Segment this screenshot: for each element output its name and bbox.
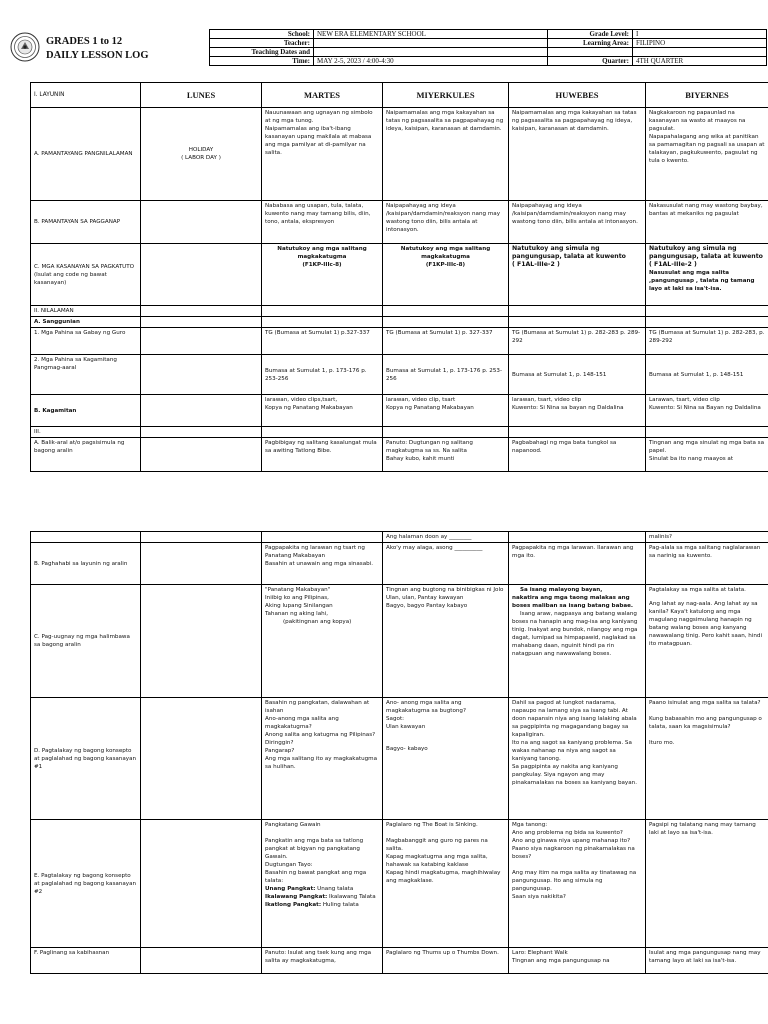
cell-miyerkules: Ang halaman doon ay ________: [383, 532, 509, 543]
sanggunian-label: A. Sanggunian: [31, 317, 141, 328]
cell-miyerkules: [383, 698, 509, 820]
holiday-cell: HOLIDAY ( LABOR DAY ): [141, 108, 262, 201]
row-iii: [31, 427, 768, 438]
quarter-value: 4TH QUARTER: [633, 57, 767, 66]
row-label: 2. Mga Pahina sa Kagamitang Pangmag-aaral: [31, 355, 141, 395]
cell-miyerkules: Naipapahayag ang ideya /kaisipan/damdamin/reaksyon nang may wastong tono diin, bilis antala at intonasyon.: [383, 201, 509, 244]
area-label: Learning Area:: [548, 39, 633, 48]
row-continuation: [31, 532, 768, 543]
area-value: FILIPINO: [633, 39, 767, 48]
dates-label: [210, 48, 314, 57]
row-label: E. Pagtalakay ng bagong konsepto at paglalahad ng bagong kasanayan #2: [31, 820, 141, 948]
nilalaman-label: II. NILALAMAN: [31, 306, 141, 317]
panata-line: Tahanan ng aking lahi,: [265, 611, 329, 617]
cell-martes: Panuto: Isulat ang tsek kung ang mga salita ay magkakatugma,: [262, 948, 383, 974]
row-kagamitang-pangmag-aaral: [31, 355, 768, 395]
cell-martes: Natutukoy ang mga salitang magkakatugma (F1KP-IIIc-8): [262, 244, 383, 306]
cell-miyerkules: Natutukoy ang mga salitang magkakatugma (F1KP-IIIc-8): [383, 244, 509, 306]
cell-miyerkules: Paglalaro ng Thums up o Thumbs Down.: [383, 948, 509, 974]
cell-huwebes: Natutukoy ang simula ng pangungusap, talata at kuwento ( F1AL-IIIe-2 ): [509, 244, 646, 306]
title-grades: GRADES 1 to 12: [46, 36, 123, 47]
story-paragraph: Isang araw, nagpasya ang batang walang boses na hanapin ang mag-isa ang kaniyang tinig. Inakyat ang bundok, nilangoy ang mga dagat, lumipad sa himpapawid, naglakad sa mahabang daan, nguinit hindi pa rin natagpuan ang nawawalang boses.: [512, 611, 638, 657]
cell-martes: TG (Bumasa at Sumulat 1) p.327-337: [262, 328, 383, 355]
row-pagtalakay-2: [31, 820, 768, 948]
col-martes: MARTES: [262, 83, 383, 108]
school-value: NEW ERA ELEMENTARY SCHOOL: [314, 30, 548, 39]
miyerkules-top: Ano- anong mga salita ang magkakatugma sa bugtong? Sagot: Ulan kawayan: [386, 700, 466, 730]
iii-label: III.: [31, 427, 141, 438]
cell-martes: Pagpapakita ng larawan ng tsart ng Panatang Makabayan Basahin at unawain ang mga sinasabi.: [262, 543, 383, 585]
cell-huwebes: Laro: Elephant Walk Tingnan ang mga pangungusap na: [509, 948, 646, 974]
row-label: A. PAMANTAYANG PANGNILALAMAN: [31, 108, 141, 201]
col-miyerkules: MIYERKULES: [383, 83, 509, 108]
martes-mid: Pangkatin ang mga bata sa tatlong pangkat at bigyan ng pangkatang Gawain. Dugtungan Tayo: Basahin ng bawat pangkat ang mga talata:: [265, 838, 367, 884]
story-opening-bold-2: nakatira ang mga taong malakas ang boses maliban sa isang batang babae.: [512, 595, 634, 609]
dates-label-line1: Teaching Dates and: [251, 48, 310, 56]
row-kagamitan: [31, 395, 768, 427]
martes-group-2: [265, 893, 379, 901]
row-mga-kasanayan: [31, 244, 768, 306]
group-text: Unang talata: [315, 886, 354, 892]
martes-top: Pangkatang Gawain: [265, 822, 321, 828]
row-gabay-ng-guro: [31, 328, 768, 355]
story-opening-bold: Sa isang malayong bayan,: [520, 587, 603, 593]
cell-huwebes: Naipapahayag ang ideya /kaisipan/damdamin/reaksyon nang may wastong tono diin, bilis antala at intonasyon.: [509, 201, 646, 244]
group-label: Unang Pangkat:: [265, 886, 316, 892]
cell-biyernes: Pagsipi ng talatang nang may tamang laki at layo sa isa't-isa.: [646, 820, 768, 948]
cell-martes: [262, 820, 383, 948]
row-label: C. Pag-uugnay ng mga halimbawa sa bagong aralin: [31, 585, 141, 698]
panata-note: (pakitingnan ang kopya): [283, 619, 352, 625]
biyernes-mid: Kung babasahin mo ang pangungusap o talata, saan ka magsisimula?: [649, 716, 762, 730]
lesson-table-part1: [30, 82, 768, 472]
col-biyernes: BIYERNES: [646, 83, 768, 108]
teacher-value: [314, 39, 548, 48]
cell-martes: Basahin ng pangkatan, dalawahan at isahan Ano-anong mga salita ang magkakatugma? Anong salita ang katugma ng Pilipinas? Diringgin? Pangarap? Ang mga salitang ito ay magkakatugma sa hulihan.: [262, 698, 383, 820]
cell-biyernes: [646, 698, 768, 820]
biyernes-top: Paano isinulat ang mga salita sa talata?: [649, 700, 761, 706]
cell-martes: Nauunawaan ang ugnayan ng simbolo at ng mga tunog. Naipamamalas ang iba't-ibang kasanayan upang makilala at mabasa ang mga pamilyar at di-pamilyar na salita.: [262, 108, 383, 201]
deped-seal-icon: [10, 32, 40, 62]
cell-martes: Nababasa ang usapan, tula, talata, kuwento nang may tamang bilis, diin, tono, antala, ekspresyon: [262, 201, 383, 244]
biyernes-intro: Pagtalakay sa mga salita at talata.: [649, 587, 746, 593]
row-label: D. Pagtalakay ng bagong konsepto at paglalahad ng bagong kasanayan #1: [31, 698, 141, 820]
cell-biyernes: Pag-alala sa mga salitang naglalarawan sa narinig sa kuwento.: [646, 543, 768, 585]
row-label: B. PAMANTAYAN SA PAGGANAP: [31, 201, 141, 244]
cell-huwebes: Pagbabahagi ng mga bata tungkol sa napanood.: [509, 438, 646, 472]
cell-huwebes: Pagpapakita ng mga larawan. Ilarawan ang mga ito.: [509, 543, 646, 585]
cell-huwebes: [509, 585, 646, 698]
cell-biyernes: [646, 244, 768, 306]
row-label: B. Kagamitan: [31, 395, 141, 427]
cell-miyerkules: Naipamamalas ang mga kakayahan sa tatas ng pagsasalita sa pagpapahayag ng ideya, kaisipan, karanasan at damdamin.: [383, 108, 509, 201]
miyerkules-bottom: Bagyo- kabayo: [386, 746, 428, 752]
row-paghahabi: [31, 543, 768, 585]
grade-value: I: [633, 30, 767, 39]
panata-line: Iniibig ko ang Pilipinas,: [265, 595, 329, 601]
row-pagtalakay-1: [31, 698, 768, 820]
cell-martes: larawan, video clips,tsart, Kopya ng Panatang Makabayan: [262, 395, 383, 427]
cell-biyernes: TG (Bumasa at Sumulat 1) p. 282-283, p. 289-292: [646, 328, 768, 355]
school-label: School:: [210, 30, 314, 39]
cell-miyerkules: TG (Bumasa at Sumulat 1) p. 327-337: [383, 328, 509, 355]
col-lunes: LUNES: [141, 83, 262, 108]
cell-miyerkules: [383, 820, 509, 948]
teacher-label: Teacher:: [210, 39, 314, 48]
row-pamantayan-sa-pagganap: [31, 201, 768, 244]
biyernes-bottom: Ituro mo.: [649, 740, 675, 746]
cell-miyerkules: Ako'y may alaga, asong __________: [383, 543, 509, 585]
lesson-table-part2: [30, 531, 768, 974]
cell-huwebes: TG (Bumasa at Sumulat 1) p. 282-283 p. 289-292: [509, 328, 646, 355]
cell-miyerkules: Bumasa at Sumulat 1, p. 173-176 p. 253-256: [383, 355, 509, 395]
cell-miyerkules: larawan, video clip, tsart Kopya ng Panatang Makabayan: [383, 395, 509, 427]
cell-martes: Pagbibigay ng salitang kasalungat mula sa awiting Tatlong Bibe.: [262, 438, 383, 472]
biyernes-paragraph: Ang lahat ay nag-aala. Ang lahat ay sa kanila? Kaya't katulong ang mga magulang naggsimulang hanapin ng batang walang boses ang kanyang nawawalang tinig. Pero kahit saan, hindi ito matagpuan.: [649, 601, 763, 647]
group-label: Ikalawang Pangkat:: [265, 894, 328, 900]
cell-martes: [262, 585, 383, 698]
cell-biyernes: Nakasusulat nang may wastong baybay, bantas at mekaniks ng pagsulat: [646, 201, 768, 244]
row-nilalaman: [31, 306, 768, 317]
cell-biyernes: Larawan, tsart, video clip Kuwento: Si Nina sa Bayan ng Daldalina: [646, 395, 768, 427]
row-pamantayang-pangnilalaman: [31, 108, 768, 201]
row-pag-uugnay: [31, 585, 768, 698]
grade-label: Grade Level:: [548, 30, 633, 39]
cell-biyernes: Nagkakaroon ng papaunlad na kasanayan sa wasto at maayos na pagsulat. Napapahalagang ang wika at panitikan sa pamamagitan ng pagsali sa usapan at talakayan, pagkukuwento, pagsulat ng tula o kwento.: [646, 108, 768, 201]
cell-biyernes: [646, 585, 768, 698]
quarter-label: Quarter:: [548, 57, 633, 66]
row-balik-aral: [31, 438, 768, 472]
cell-biyernes: Isulat ang mga pangungusap nang may tamang layo at laki sa isa't-isa.: [646, 948, 768, 974]
cell-biyernes: malinis?: [646, 532, 768, 543]
biyernes-skill-rest: Nasusulat ang mga salita ,pangungusap , talata ng tamang layo at laki sa isa't-isa.: [649, 270, 755, 292]
time-label: Time:: [210, 57, 314, 66]
cell-huwebes: Naipamamalas ang mga kakayahan sa tatas ng pagsasalita sa pagpapahayag ng ideya, kaisipan, karanasan at damdamin.: [509, 108, 646, 201]
row-label: A. Balik-aral at/o pagsisimula ng bagong aralin: [31, 438, 141, 472]
group-text: Ikalawang Talata: [327, 894, 376, 900]
martes-group-1: [265, 885, 379, 893]
cell-huwebes: Dahil sa pagod at lungkot nadarama, napaupo na lamang siya sa isang tabi. At doon napansin niya ang isang lalaking abala sa pagpipinta ng magagandang bagay sa kapaligiran. Ito na ang sagot sa kaniyang problema. Sa wakas nahanap na niya ang sagot sa kaniyang tanong. Sa pagpipinta ay nakita ang kaniyang pangkulay. Siya ngayon ang may pinakamalakas na boses sa kaniyang bayan.: [509, 698, 646, 820]
cell-huwebes: Mga tanong: Ano ang problema ng bida sa kuwento? Ano ang ginawa niya upang mahanap ito? Paano siya nagkaroon ng pinakamalakas na boses? Ang may itim na mga salita ay tinatawag na pangungusap. Ito ang simula ng pangungusap. Saan siya nakikita?: [509, 820, 646, 948]
title-daily-lesson-log: DAILY LESSON LOG: [46, 50, 149, 61]
dates-value: MAY 2-5, 2023 / 4:00-4:30: [314, 57, 548, 66]
cell-biyernes: Bumasa at Sumulat 1, p. 148-151: [646, 355, 768, 395]
panata-line: "Panatang Makabayan": [265, 587, 331, 593]
column-header-row: [31, 83, 768, 108]
cell-biyernes: Tingnan ang mga sinulat ng mga bata sa papel. Sinulat ba ito nang maayos at: [646, 438, 768, 472]
cell-miyerkules: Panuto: Dugtungan ng salitang magkatugma sa ss. Na salita Bahay kubo, kahit munti: [383, 438, 509, 472]
group-text: Huling talata: [321, 902, 359, 908]
row-paglinang: [31, 948, 768, 974]
col-huwebes: HUWEBES: [509, 83, 646, 108]
row-sanggunian: [31, 317, 768, 328]
miyerkules-top: Paglalaro ng The Boat is Sinking.: [386, 822, 478, 828]
cell-miyerkules: Tingnan ang bugtong na binibigkas ni Jolo Ulan, ulan, Pantay kawayan Bagyo, bagyo Pantay kabayo: [383, 585, 509, 698]
cell-huwebes: Bumasa at Sumulat 1, p. 148-151: [509, 355, 646, 395]
row-label: F. Paglinang sa kabihasnan: [31, 948, 141, 974]
miyerkules-mid: Magbabanggit ang guro ng pares na salita. Kapag magkatugma ang mga salita, hahawak sa katabing kaklase Kapag hindi magkatugma, maghihiwalay ang magkaklase.: [386, 838, 501, 884]
group-label: Ikatlong Pangkat:: [265, 902, 322, 908]
row-label: B. Paghahabi sa layunin ng aralin: [31, 543, 141, 585]
col-layunin: I. LAYUNIN: [31, 83, 141, 108]
cell-huwebes: larawan, tsart, video clip Kuwento: Si Nina sa bayan ng Daldalina: [509, 395, 646, 427]
panata-line: Aking lupang Sinilangan: [265, 603, 333, 609]
row-label: 1. Mga Pahina sa Gabay ng Guro: [31, 328, 141, 355]
biyernes-skill-bold: Natutukoy ang simula ng pangungusap, talata at kuwento ( F1AL-IIIe-2 ): [649, 245, 763, 268]
martes-group-3: [265, 901, 379, 909]
row-label: C. MGA KASANAYAN SA PAGKATUTO (Isulat ang code ng bawat kasanayan): [31, 244, 141, 306]
cell-martes: Bumasa at Sumulat 1, p. 173-176 p. 253-256: [262, 355, 383, 395]
header-info-table: [209, 29, 767, 66]
